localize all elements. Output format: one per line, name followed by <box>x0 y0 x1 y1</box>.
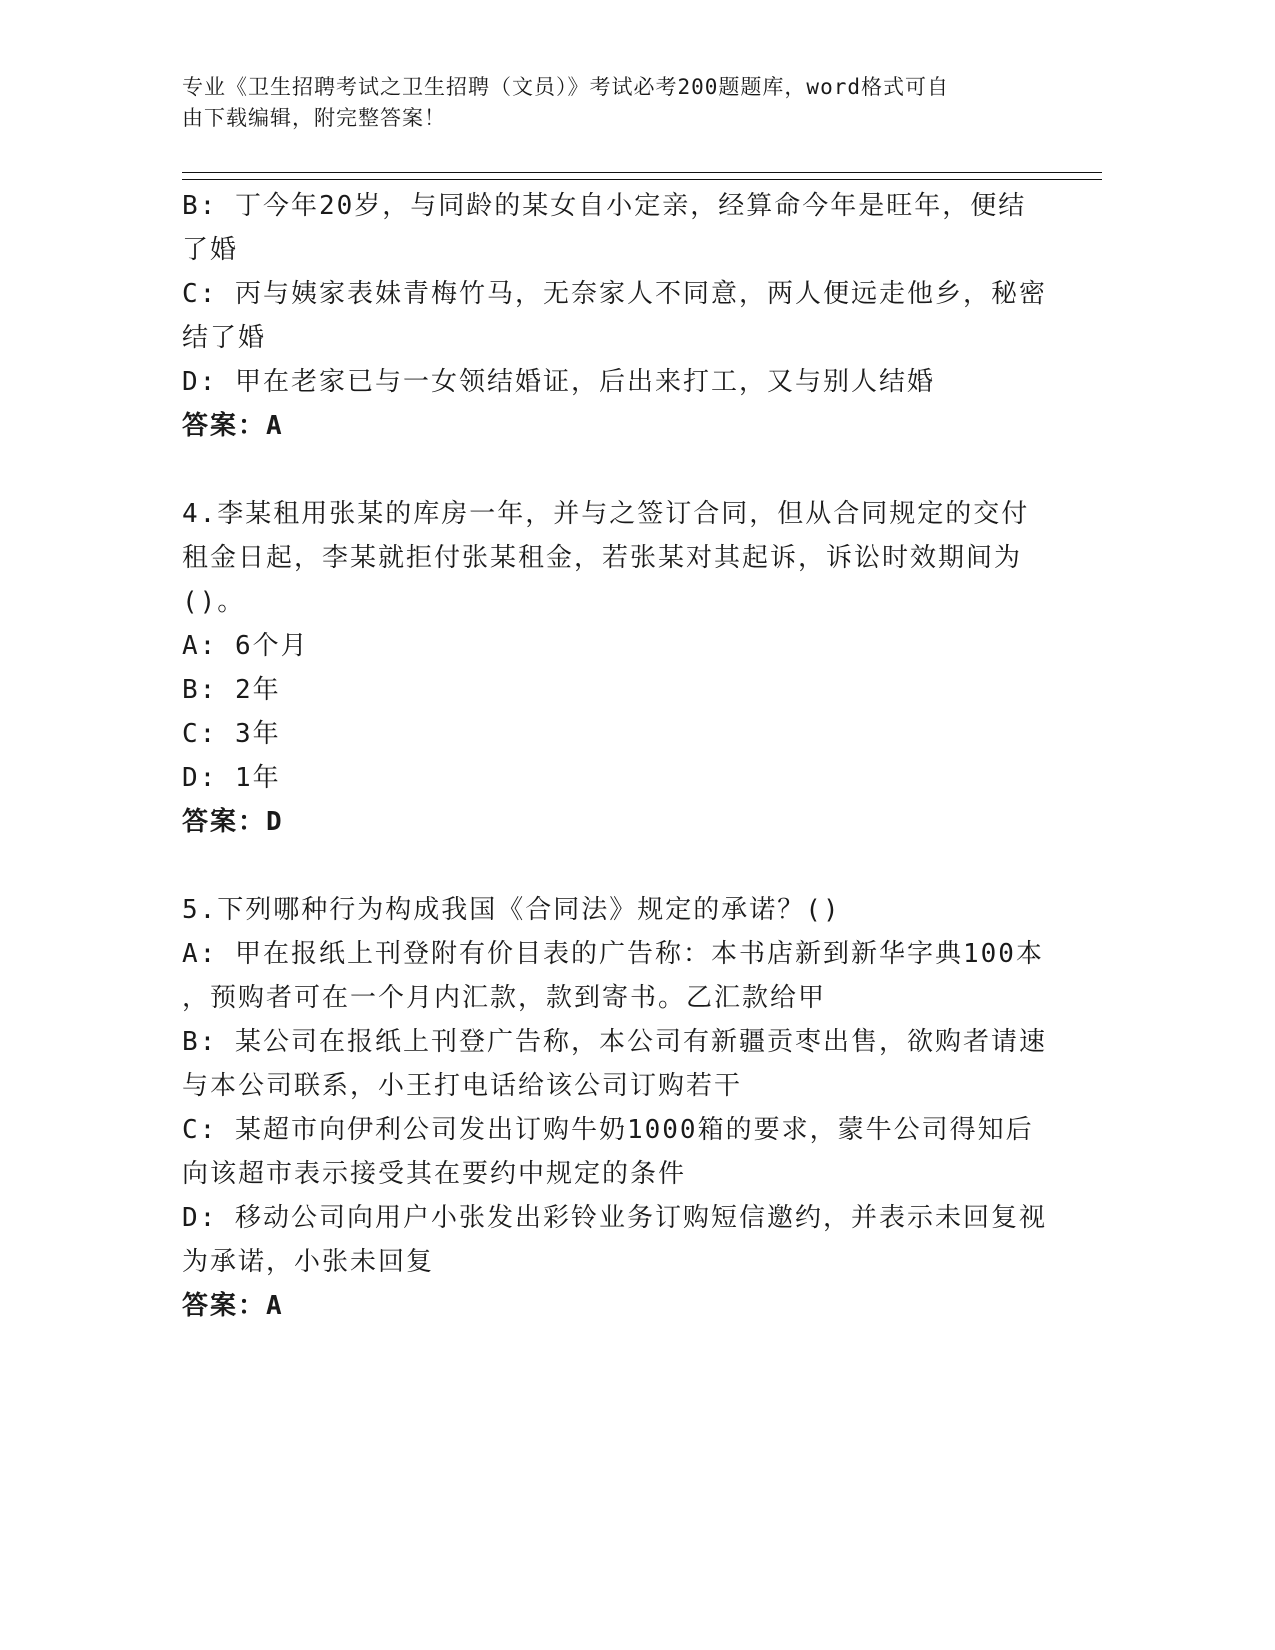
header-divider-top <box>182 172 1102 173</box>
q5-option-a-line-1: A: 甲在报纸上刊登附有价目表的广告称：本书店新到新华字典100本 <box>182 939 1044 969</box>
q5-option-d-line-1: D: 移动公司向用户小张发出彩铃业务订购短信邀约，并表示未回复视 <box>182 1203 1047 1233</box>
q5-stem: 5.下列哪种行为构成我国《合同法》规定的承诺？() <box>182 895 841 925</box>
q4-stem-line-1: 4.李某租用张某的库房一年，并与之签订合同，但从合同规定的交付 <box>182 499 1030 529</box>
q5-option-c-line-1: C: 某超市向伊利公司发出订购牛奶1000箱的要求，蒙牛公司得知后 <box>182 1115 1034 1145</box>
question-5-block <box>182 888 1062 1328</box>
document-header <box>182 72 1062 134</box>
q5-option-b-line-2: 与本公司联系，小王打电话给该公司订购若干 <box>182 1071 743 1101</box>
q4-option-c: C: 3年 <box>182 719 281 749</box>
q5-option-c-line-2: 向该超市表示接受其在要约中规定的条件 <box>182 1159 687 1189</box>
spacer <box>182 448 1062 492</box>
q5-option-b-line-1: B: 某公司在报纸上刊登广告称，本公司有新疆贡枣出售，欲购者请速 <box>182 1027 1047 1057</box>
header-divider-bottom <box>182 179 1102 180</box>
q4-option-b: B: 2年 <box>182 675 281 705</box>
q3-option-c-line-2: 结了婚 <box>182 323 267 353</box>
q4-option-a: A: 6个月 <box>182 631 309 661</box>
q3-option-d: D: 甲在老家已与一女领结婚证，后出来打工，又与别人结婚 <box>182 367 935 397</box>
header-line-2: 由下载编辑，附完整答案！ <box>182 106 446 130</box>
q5-answer: 答案：A <box>182 1291 284 1321</box>
q4-answer: 答案：D <box>182 807 284 837</box>
header-line-1: 专业《卫生招聘考试之卫生招聘（文员）》考试必考200题题库，word格式可自 <box>182 75 949 99</box>
question-3-block <box>182 184 1062 448</box>
q3-option-b-line-1: B: 丁今年20岁，与同龄的某女自小定亲，经算命今年是旺年，便结 <box>182 191 1027 221</box>
spacer <box>182 844 1062 888</box>
q4-option-d: D: 1年 <box>182 763 281 793</box>
q4-stem-line-2: 租金日起，李某就拒付张某租金，若张某对其起诉，诉讼时效期间为 <box>182 543 1023 573</box>
q3-answer: 答案：A <box>182 411 284 441</box>
document-body <box>182 184 1062 1328</box>
question-4-block <box>182 492 1062 844</box>
q5-option-d-line-2: 为承诺，小张未回复 <box>182 1247 435 1277</box>
q3-option-c-line-1: C: 丙与姨家表妹青梅竹马，无奈家人不同意，两人便远走他乡，秘密 <box>182 279 1047 309</box>
q4-stem-line-3: ()。 <box>182 587 246 617</box>
q3-option-b-line-2: 了婚 <box>182 235 239 265</box>
q5-option-a-line-2: ，预购者可在一个月内汇款，款到寄书。乙汇款给甲 <box>182 983 827 1013</box>
